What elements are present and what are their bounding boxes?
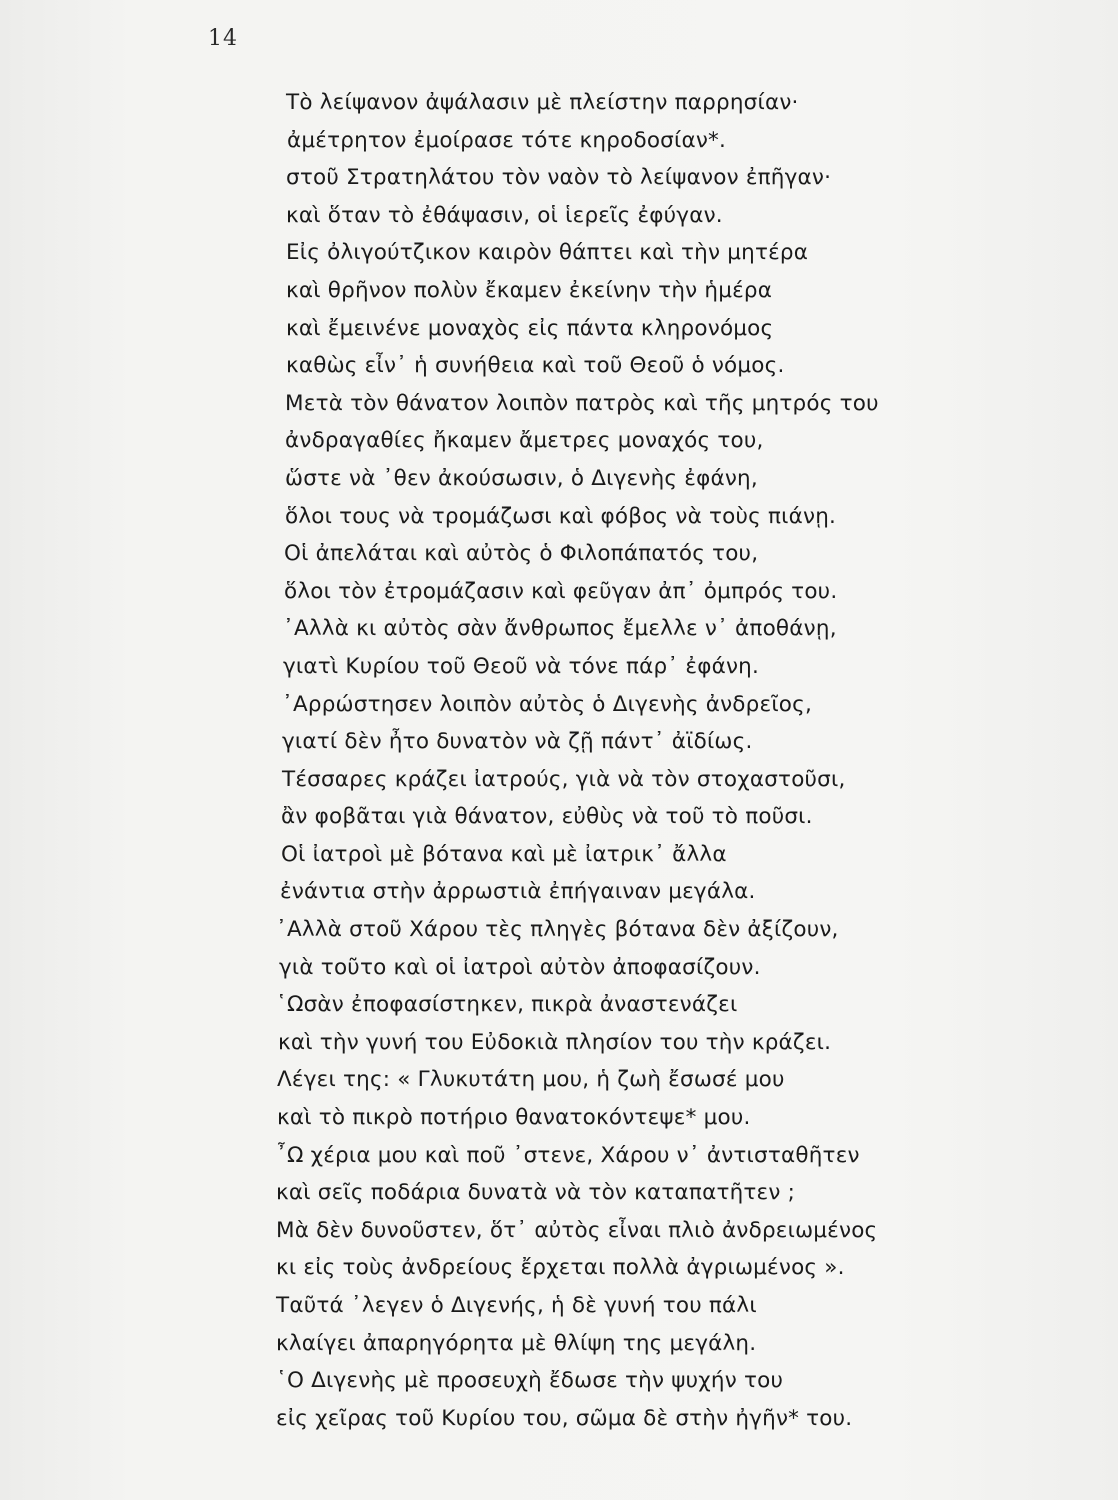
verse-line: Εἰς ὀλιγούτζικον καιρὸν θάπτει καὶ τὴν μητέρα (286, 240, 809, 266)
verse-line: καὶ ὅταν τὸ ἐθάψασιν, οἱ ἱερεῖς ἐφύγαν. (286, 202, 723, 228)
verse-line: ῾Ο Διγενὴς μὲ προσευχὴ ἔδωσε τὴν ψυχήν του (276, 1368, 784, 1394)
verse-line: καὶ ἔμεινένε μοναχὸς εἰς πάντα κληρονόμος (286, 315, 774, 341)
verse-line: εἰς χεῖρας τοῦ Κυρίου του, σῶμα δὲ στὴν ἠγῆν* του. (276, 1405, 853, 1431)
verse-line: γιατὶ Κυρίου τοῦ Θεοῦ νὰ τόνε πάρ᾽ ἐφάνη. (283, 653, 760, 679)
verse-line: ἀνδραγαθίες ἤκαμεν ἄμετρες μοναχός του, (285, 428, 764, 454)
verse-line: ἐνάντια στὴν ἀρρωστιὰ ἐπήγαιναν μεγάλα. (280, 879, 756, 905)
verse-line: καθὼς εἶν᾽ ἡ συνήθεια καὶ τοῦ Θεοῦ ὁ νόμος. (286, 353, 785, 379)
verse-line: ῾Ωσὰν ἐποφασίστηκεν, πικρὰ ἀναστενάζει (276, 992, 738, 1018)
verse-line: Τὸ λείψανον ἀψάλασιν μὲ πλείστην παρρησίαν· (286, 90, 799, 115)
verse-line: Τέσσαρες κράζει ἰατρούς, γιὰ νὰ τὸν στοχαστοῦσι, (282, 766, 846, 792)
verse-line: Μὰ δὲν δυνοῦστεν, ὅτ᾽ αὐτὸς εἶναι πλιὸ ἀνδρειωμένος (276, 1217, 878, 1243)
verse-line: Λέγει της: « Γλυκυτάτη μου, ἡ ζωὴ ἔσωσέ μου (277, 1067, 785, 1093)
verse-line: ἂν φοβᾶται γιὰ θάνατον, εὐθὺς νὰ τοῦ τὸ ποῦσι. (281, 804, 813, 830)
verse-line: καὶ σεῖς ποδάρια δυνατὰ νὰ τὸν καταπατῆτεν ; (276, 1180, 796, 1206)
verse-line: Οἱ ἰατροὶ μὲ βότανα καὶ μὲ ἰατρικ᾽ ἄλλα (281, 841, 727, 867)
verse-line: Οἱ ἀπελάται καὶ αὐτὸς ὁ Φιλοπάπατός του, (284, 541, 759, 567)
page-number: 14 (208, 26, 238, 51)
verse-line: καὶ θρῆνον πολὺν ἔκαμεν ἐκείνην τὴν ἡμέρα (286, 277, 773, 303)
verse-line: ᾽Αλλὰ στοῦ Χάρου τὲς πληγὲς βότανα δὲν ἀξίζουν, (276, 917, 839, 943)
verse-line: ᾽Αρρώστησεν λοιπὸν αὐτὸς ὁ Διγενὴς ἀνδρεῖος, (282, 691, 812, 717)
verse-line: Ταῦτά ᾽λεγεν ὁ Διγενής, ἡ δὲ γυνή του πάλι (276, 1293, 757, 1318)
verse-line: ἀμέτρητον ἐμοίρασε τότε κηροδοσίαν*. (287, 127, 727, 153)
verse-line: ὅλοι τους νὰ τρομάζωσι καὶ φόβος νὰ τοὺς πιάνῃ. (285, 503, 837, 529)
verse-line: γιὰ τοῦτο καὶ οἱ ἰατροὶ αὐτὸν ἀποφασίζουν. (279, 954, 761, 980)
verse-line: καὶ τὸ πικρὸ ποτήριο θανατοκόντεψε* μου. (277, 1105, 751, 1131)
verse-line: κι εἰς τοὺς ἀνδρείους ἔρχεται πολλὰ ἀγριωμένος ». (276, 1255, 845, 1281)
poem-text (276, 84, 956, 1437)
verse-line: καὶ τὴν γυνή του Εὐδοκιὰ πλησίον του τὴν κράζει. (278, 1029, 832, 1055)
verse-line: κλαίγει ἀπαρηγόρητα μὲ θλίψη της μεγάλη. (276, 1330, 757, 1356)
verse-line: ῏Ω χέρια μου καὶ ποῦ ᾽στενε, Χάρου ν᾽ ἀντισταθῆτεν (276, 1142, 860, 1168)
verse-line: ᾽Αλλὰ κι αὐτὸς σὰν ἄνθρωπος ἔμελλε ν᾽ ἀποθάνῃ, (283, 616, 837, 642)
verse-line: γιατί δὲν ἦτο δυνατὸν νὰ ζῇ πάντ᾽ ἀϊδίως. (282, 729, 753, 755)
verse-line: στοῦ Στρατηλάτου τὸν ναὸν τὸ λείψανον ἐπῆγαν· (286, 165, 832, 191)
verse-line: ὥστε νὰ ᾽θεν ἀκούσωσιν, ὁ Διγενὴς ἐφάνη, (285, 465, 758, 491)
verse-line: ὅλοι τὸν ἐτρομάζασιν καὶ φεῦγαν ἀπ᾽ ὀμπρός του. (284, 578, 838, 604)
verse-line: Μετὰ τὸν θάνατον λοιπὸν πατρὸς καὶ τῆς μητρός του (285, 390, 879, 416)
